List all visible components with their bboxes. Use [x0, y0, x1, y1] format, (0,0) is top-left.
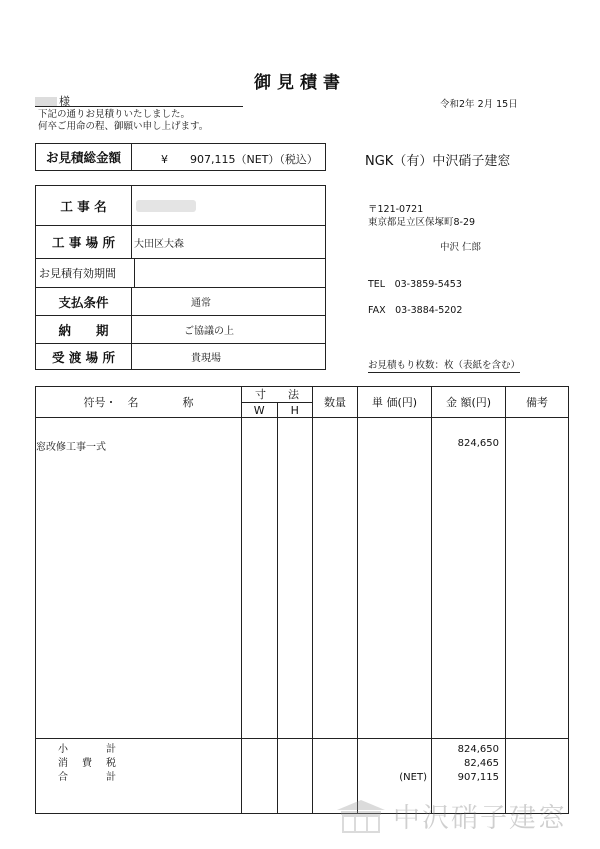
contact-person: 中沢 仁郎 [440, 242, 482, 253]
addressee-underline [35, 106, 243, 107]
subtotal-label-1: 小 [58, 744, 68, 755]
subtotal-label-2: 計 [106, 744, 116, 755]
tax-label-2: 費 [82, 758, 92, 769]
tax-label-3: 税 [106, 758, 116, 769]
page-count: お見積もり枚数：枚（表紙を含む） [368, 357, 520, 373]
item-h [278, 418, 313, 739]
payment-value: 通常 [191, 298, 211, 309]
watermark-text: 中沢硝子建窓 [393, 803, 567, 834]
subtotal-value: 824,650 [457, 744, 499, 755]
telephone: TEL 03-3859-5453 [368, 279, 462, 290]
handover-row [36, 344, 325, 369]
delivery-value: ご協議の上 [184, 326, 234, 337]
company-watermark [335, 796, 567, 835]
header-h: H [290, 404, 299, 417]
payment-row [36, 288, 325, 316]
header-w: W [242, 403, 278, 418]
total-amount-box [35, 143, 326, 171]
delivery-row [36, 316, 325, 344]
header-name: 符号・ 名 称 [36, 387, 242, 418]
work-site-value: 大田区大森 [134, 238, 184, 250]
handover-label: 受 渡 場 所 [36, 344, 132, 369]
items-table [35, 386, 569, 814]
work-site-row [36, 226, 325, 259]
total-label-2: 計 [106, 772, 116, 783]
intro-line-1: 下記の通りお見積りいたしました。 [38, 109, 191, 120]
intro-line-2: 何卒ご用命の程、御願い申し上げます。 [38, 121, 209, 132]
summary-h [278, 739, 313, 814]
total-amount-value: ¥ 907,115（NET）（税込） [161, 153, 318, 166]
header-amount: 金 額(円) [432, 387, 506, 418]
postal-code: 〒121-0721 [368, 204, 424, 215]
summary-w [242, 739, 278, 814]
storefront-icon [335, 798, 387, 834]
total-amount-label: お見積総金額 [36, 144, 132, 170]
item-remarks [506, 418, 569, 739]
tax-value: 82,465 [464, 758, 499, 769]
street-address: 東京都足立区保塚町8-29 [368, 217, 476, 228]
tax-label [58, 757, 116, 771]
handover-value: 貴現場 [191, 353, 221, 364]
delivery-label: 納 期 [36, 316, 132, 343]
work-name-label: 工 事 名 [36, 186, 132, 225]
item-name-text: 窓改修工事一式 [36, 442, 106, 453]
item-unit-price [358, 418, 432, 739]
subtotal-label [58, 743, 116, 757]
header-remarks: 備考 [506, 387, 569, 418]
item-w [242, 418, 278, 739]
item-amount: 824,650 [432, 418, 506, 739]
company-address [368, 203, 475, 229]
item-qty [313, 418, 358, 739]
work-name-row [36, 186, 325, 226]
validity-row [36, 259, 325, 288]
table-header-row [36, 387, 569, 418]
company-name: NGK（有）中沢硝子建窓 [365, 154, 511, 169]
payment-label: 支払条件 [36, 288, 132, 315]
document-title: 御見積書 [254, 73, 346, 93]
header-unit-price: 単 価(円) [358, 387, 432, 418]
total-value: 907,115 [457, 772, 499, 783]
header-dimensions [242, 387, 313, 418]
total-label [58, 771, 116, 785]
work-site-label: 工 事 場 所 [36, 226, 132, 258]
summary-labels [36, 739, 242, 814]
header-dim-label: 寸 法 [242, 387, 312, 403]
info-box [35, 185, 326, 370]
net-label: (NET) [399, 772, 427, 783]
addressee-suffix: 様 [59, 95, 70, 108]
intro-text [38, 109, 208, 133]
item-name [36, 418, 242, 739]
table-row [36, 418, 569, 739]
validity-label: お見積有効期間 [36, 259, 135, 287]
total-label-1: 合 [58, 772, 68, 783]
fax: FAX 03-3884-5202 [368, 305, 463, 316]
redacted-work-name [136, 200, 196, 212]
work-name-value [136, 186, 196, 225]
issue-date: 令和2年 2月 15日 [440, 99, 518, 110]
tax-label-1: 消 [58, 758, 68, 769]
header-qty: 数量 [313, 387, 358, 418]
